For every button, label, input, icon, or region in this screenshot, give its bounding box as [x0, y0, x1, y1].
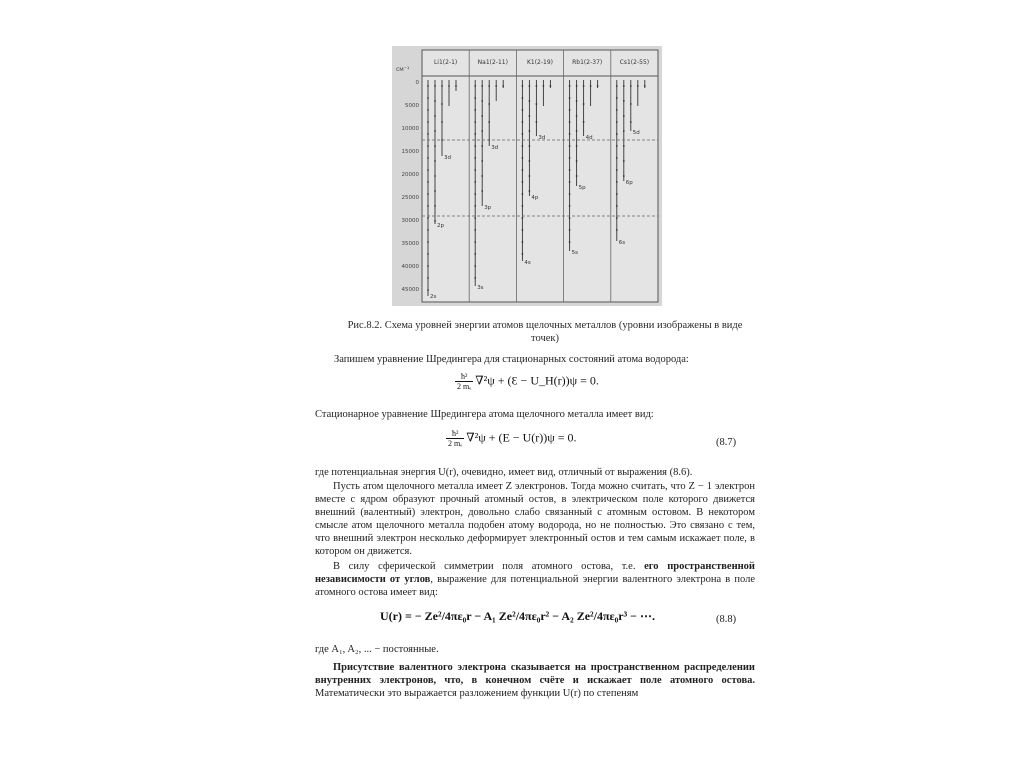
energy-level-dot: [543, 85, 545, 87]
energy-level-dot: [529, 160, 531, 162]
energy-level-dot: [623, 130, 625, 132]
energy-level-dot: [630, 121, 632, 123]
y-tick-label: 30000: [401, 218, 419, 224]
y-tick-label: 45000: [401, 287, 419, 293]
paragraph-2: Стационарное уравнение Шредингера атома щелочного металла имеет вид:: [315, 409, 654, 420]
energy-level-dot: [644, 85, 646, 87]
level-label: 5s: [571, 250, 578, 256]
energy-level-dot: [434, 175, 436, 177]
energy-level-dot: [481, 85, 483, 87]
energy-level-dot: [481, 115, 483, 117]
energy-level-dot: [536, 85, 538, 87]
energy-level-dot: [474, 217, 476, 219]
paragraph-4: Пусть атом щелочного металла имеет Z электронов. Тогда можно считать, что Z − 1 электрон вместе с ядром образуют прочный атомный остов, в электрическом поле которого движется внешний (валентный) электрон, довольно слабо связанный с атомным остовом. В некотором смысле атом щелочного металла подобен атому водорода, но не полностью. Это связано с тем, что внешний электрон несколько деформирует электронный остов и тем самым искажает поле, в котором он движется.: [315, 481, 755, 557]
column-header: Cs1(2-55): [619, 59, 650, 66]
energy-level-dot: [569, 97, 571, 99]
energy-level-dot: [637, 85, 639, 87]
energy-level-dot: [427, 97, 429, 99]
eq1-numerator: ħ²: [455, 372, 473, 382]
energy-level-dot: [488, 103, 490, 105]
energy-level-dot: [474, 253, 476, 255]
energy-level-dot: [481, 175, 483, 177]
energy-level-dot: [576, 85, 578, 87]
energy-level-dot: [474, 181, 476, 183]
energy-level-dot: [583, 121, 585, 123]
energy-level-dot: [474, 145, 476, 147]
energy-level-dot: [441, 121, 443, 123]
energy-level-dot: [529, 100, 531, 102]
energy-level-dot: [522, 253, 524, 255]
level-label: 2p: [437, 223, 444, 229]
energy-level-dot: [623, 175, 625, 177]
level-label: 6p: [625, 180, 633, 186]
paragraph-5-part-a: В силу сферической симметрии поля атомного остова, т.е.: [333, 561, 645, 572]
energy-level-dot: [481, 130, 483, 132]
equation-1: [455, 372, 599, 391]
energy-level-dot: [576, 175, 578, 177]
energy-level-dot: [616, 157, 618, 159]
paragraph-7-bold: Присутствие валентного электрона сказывается на пространственном распределении внутренних электронов, что, в конечном счёте и искажает поле атомного остова.: [315, 662, 755, 686]
energy-level-dot: [616, 121, 618, 123]
energy-level-dot: [522, 169, 524, 171]
energy-level-dot: [616, 205, 618, 207]
level-label: 3s: [477, 285, 484, 291]
energy-level-dot: [481, 190, 483, 192]
energy-level-dot: [529, 130, 531, 132]
energy-level-dot: [576, 100, 578, 102]
energy-level-dot: [481, 100, 483, 102]
energy-level-dot: [536, 121, 538, 123]
energy-level-dot: [522, 217, 524, 219]
energy-level-dot: [481, 160, 483, 162]
energy-level-dot: [427, 133, 429, 135]
energy-level-dot: [522, 205, 524, 207]
y-tick-label: 0: [415, 80, 419, 86]
energy-level-dot: [474, 121, 476, 123]
level-label: 2s: [430, 294, 437, 300]
energy-level-dot: [623, 145, 625, 147]
y-tick-label: 40000: [401, 264, 419, 270]
energy-level-dot: [569, 181, 571, 183]
energy-level-dot: [522, 145, 524, 147]
energy-level-dot: [529, 85, 531, 87]
energy-level-dot: [474, 85, 476, 87]
energy-level-dot: [576, 160, 578, 162]
energy-level-diagram: [392, 46, 662, 306]
energy-level-dot: [495, 85, 497, 87]
energy-level-dot: [474, 133, 476, 135]
level-label: 4p: [531, 195, 539, 201]
column-header: Rb1(2-37): [572, 59, 603, 66]
level-label: 6s: [618, 240, 626, 246]
y-tick-label: 35000: [401, 241, 419, 247]
energy-level-dot: [481, 145, 483, 147]
figure-caption: Рис.8.2. Схема уровней энергии атомов щелочных металлов (уровни изображены в виде точек): [347, 320, 743, 344]
energy-level-dot: [441, 85, 443, 87]
energy-level-dot: [630, 85, 632, 87]
energy-level-dot: [569, 169, 571, 171]
energy-level-dot: [630, 103, 632, 105]
energy-level-dot: [576, 145, 578, 147]
energy-level-dot: [569, 121, 571, 123]
energy-level-dot: [616, 133, 618, 135]
level-label: 4d: [585, 135, 593, 141]
energy-level-dot: [583, 85, 585, 87]
eq2-numerator: ħ²: [446, 429, 464, 439]
energy-level-dot: [488, 85, 490, 87]
energy-level-dot: [474, 97, 476, 99]
eq1-denominator: 2 mₑ: [457, 382, 472, 391]
paragraph-7-rest: Математически это выражается разложением функции U(r) по степеням: [315, 688, 639, 699]
paragraph-5: [315, 560, 755, 599]
paragraph-5-bold: его пространственной независимости от углов: [315, 561, 755, 585]
energy-level-dot: [522, 157, 524, 159]
energy-level-dot: [474, 265, 476, 267]
energy-level-dot: [474, 109, 476, 111]
level-label: 5d: [632, 130, 640, 136]
energy-level-dot: [529, 115, 531, 117]
energy-level-dot: [474, 277, 476, 279]
energy-level-dot: [427, 265, 429, 267]
paragraph-6: где A₁, A₂, ... − постоянные.: [315, 644, 439, 655]
energy-level-dot: [569, 217, 571, 219]
energy-level-dot: [616, 181, 618, 183]
energy-level-dot: [536, 103, 538, 105]
energy-level-dot: [616, 145, 618, 147]
level-label: 3d: [444, 155, 451, 161]
energy-level-dot: [434, 220, 436, 222]
energy-level-dot: [427, 121, 429, 123]
energy-level-dot: [474, 157, 476, 159]
energy-level-dot: [427, 253, 429, 255]
y-tick-label: 25000: [401, 195, 419, 201]
energy-level-dot: [427, 277, 429, 279]
energy-level-dot: [616, 217, 618, 219]
energy-level-dot: [522, 109, 524, 111]
energy-level-dot: [427, 85, 429, 87]
energy-level-dot: [441, 103, 443, 105]
energy-level-dot: [427, 289, 429, 291]
column-header: K1(2-19): [526, 59, 554, 66]
energy-level-dot: [616, 109, 618, 111]
energy-level-dot: [434, 205, 436, 207]
eq2-body: ∇²ψ + (E − U(r))ψ = 0.: [466, 430, 577, 445]
energy-level-dot: [474, 205, 476, 207]
y-tick-label: 20000: [401, 172, 419, 178]
eq2-denominator: 2 mₑ: [448, 439, 463, 448]
equation-3: U(r) = − Ze²/4πε₀r − A₁ Ze²/4πε₀r² − A₂ Ze²/4πε₀r³ − ⋯.: [380, 609, 656, 623]
energy-level-dot: [623, 160, 625, 162]
energy-level-dot: [569, 229, 571, 231]
energy-level-dot: [569, 109, 571, 111]
energy-level-dot: [474, 229, 476, 231]
energy-level-dot: [427, 157, 429, 159]
y-tick-label: 5000: [405, 103, 419, 109]
eq1-fraction: [455, 372, 473, 391]
energy-level-dot: [569, 193, 571, 195]
energy-level-dot: [434, 145, 436, 147]
energy-level-dot: [434, 130, 436, 132]
level-label: 3p: [484, 205, 492, 211]
energy-level-dot: [616, 85, 618, 87]
energy-level-dot: [448, 85, 450, 87]
energy-level-dot: [569, 145, 571, 147]
paragraph-5-part-c: , выражение для потенциальной энергии валентного электрона в поле атомного остова имеет вид:: [315, 574, 756, 598]
energy-level-dot: [427, 229, 429, 231]
energy-level-dot: [616, 229, 618, 231]
energy-level-dot: [474, 193, 476, 195]
paragraph-3: где потенциальная энергия U(r), очевидно, имеет вид, отличный от выражения (8.6).: [315, 467, 693, 478]
eq1-body: ∇²ψ + (Ɛ − U_H(r))ψ = 0.: [475, 373, 599, 388]
energy-level-dot: [529, 145, 531, 147]
energy-level-dot: [597, 85, 599, 87]
energy-level-dot: [522, 133, 524, 135]
level-label: 3d: [538, 135, 546, 141]
energy-level-dot: [569, 133, 571, 135]
column-header: Li1(2-1): [433, 59, 458, 66]
energy-level-dot: [427, 169, 429, 171]
energy-level-dot: [522, 229, 524, 231]
energy-level-dot: [427, 109, 429, 111]
energy-level-dot: [616, 169, 618, 171]
energy-level-dot: [434, 115, 436, 117]
energy-level-dot: [576, 115, 578, 117]
paragraph-1: Запишем уравнение Шредингера для стационарных состояний атома водорода:: [334, 354, 689, 365]
energy-level-dot: [522, 97, 524, 99]
energy-level-dot: [474, 169, 476, 171]
energy-level-dot: [434, 85, 436, 87]
energy-level-dot: [522, 85, 524, 87]
level-label: 5p: [578, 185, 586, 191]
energy-level-dot: [522, 241, 524, 243]
energy-level-dot: [522, 121, 524, 123]
energy-level-dot: [427, 181, 429, 183]
y-unit-label: см⁻¹: [396, 66, 410, 73]
energy-level-dot: [427, 145, 429, 147]
energy-level-dot: [502, 85, 504, 87]
energy-level-dot: [427, 193, 429, 195]
energy-level-dot: [550, 85, 552, 87]
energy-level-dot: [427, 217, 429, 219]
energy-level-dot: [529, 190, 531, 192]
energy-level-dot: [623, 100, 625, 102]
equation-2: [446, 429, 577, 448]
energy-level-dot: [434, 190, 436, 192]
energy-level-dot: [576, 130, 578, 132]
energy-level-dot: [583, 103, 585, 105]
equation-3-number: (8.8): [716, 614, 737, 625]
energy-level-dot: [569, 241, 571, 243]
energy-level-dot: [569, 157, 571, 159]
energy-level-dot: [427, 241, 429, 243]
paragraph-7: [315, 661, 755, 700]
energy-level-figure: [392, 46, 662, 306]
energy-level-dot: [623, 115, 625, 117]
energy-level-dot: [616, 97, 618, 99]
column-header: Na1(2-11): [477, 59, 508, 66]
level-label: 3d: [491, 145, 499, 151]
energy-level-dot: [434, 160, 436, 162]
energy-level-dot: [590, 85, 592, 87]
energy-level-dot: [427, 205, 429, 207]
energy-level-dot: [529, 175, 531, 177]
energy-level-dot: [434, 100, 436, 102]
energy-level-dot: [569, 205, 571, 207]
y-tick-label: 10000: [401, 126, 419, 132]
y-tick-label: 15000: [401, 149, 419, 155]
eq2-fraction: [446, 429, 464, 448]
equation-2-number: (8.7): [716, 437, 737, 448]
energy-level-dot: [522, 193, 524, 195]
energy-level-dot: [522, 181, 524, 183]
energy-level-dot: [474, 241, 476, 243]
energy-level-dot: [623, 85, 625, 87]
energy-level-dot: [488, 121, 490, 123]
energy-level-dot: [616, 193, 618, 195]
level-label: 4s: [524, 260, 531, 266]
energy-level-dot: [455, 85, 457, 87]
energy-level-dot: [569, 85, 571, 87]
